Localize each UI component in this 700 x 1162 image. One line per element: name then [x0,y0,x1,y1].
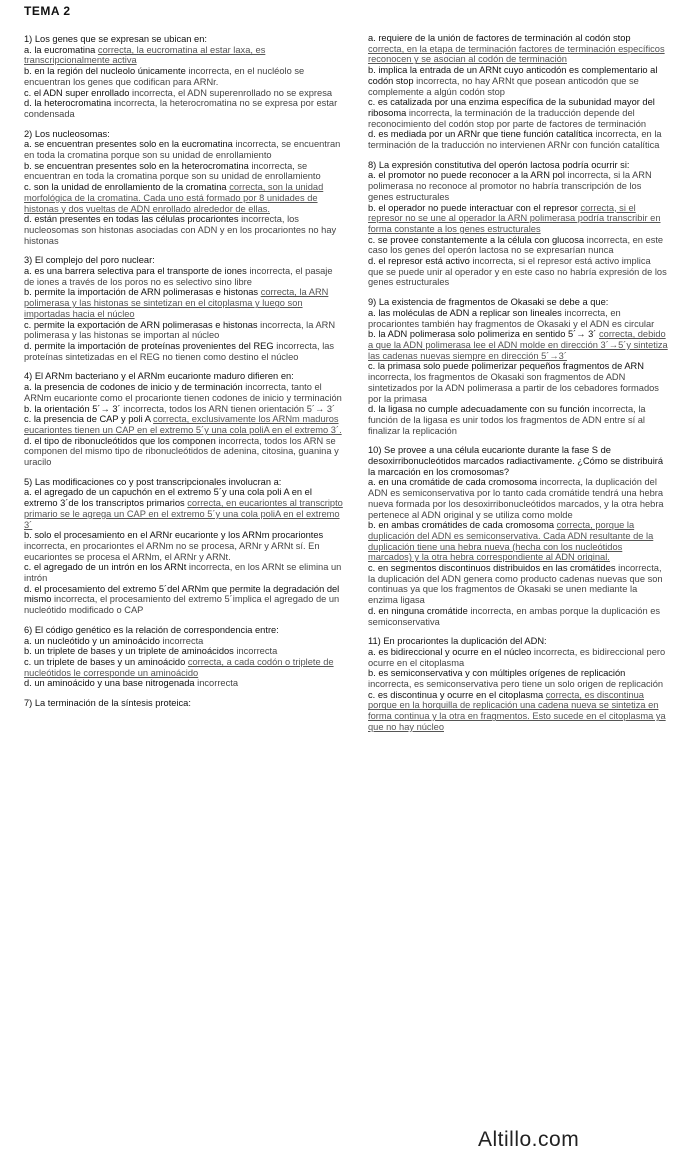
question-text: 7) La terminación de la síntesis proteica: [24,698,191,709]
answer-option [24,487,344,530]
feedback-incorrect: incorrecta, en procariontes el ARNm no se procesa, ARNr y ARNt sí. En eucariontes se procesa el ARNm, el ARNr y ARNt. [24,540,320,562]
feedback-incorrect: incorrecta, en los ARNt se elimina un intrón [24,562,342,584]
option-text: d. están presentes en todas las células procariontes [24,214,239,225]
option-text: c. el agregado de un intrón en los ARNt [24,562,187,573]
question [368,33,668,151]
option-text: c. es catalizada por una enzima específica de la subunidad mayor del ribosoma [368,97,655,118]
feedback-incorrect: incorrecta, la terminación de la traducción depende del reconocimiento del codón stop por parte de factores de terminación [368,107,647,129]
question [24,371,344,467]
feedback-incorrect: incorrecta, todos los ARN se componen del mismo tipo de ribonucleótidos de adenina, citosina, guanina y uracilo [24,435,339,468]
answer-option [24,404,344,415]
answer-option [24,161,344,182]
option-text: c. la presencia de CAP y poli A [24,414,151,425]
option-text: a. requiere de la unión de factores de terminación al codón stop [368,33,631,43]
answer-option [368,235,668,256]
option-text: c. son la unidad de enrollamiento de la cromatina [24,182,227,193]
right-column [368,33,668,742]
answer-option [24,414,344,435]
option-text: d. permite la importación de proteínas provenientes del REG [24,340,274,351]
answer-option [368,203,668,235]
answer-option [368,97,668,129]
answer-option [368,170,668,202]
question-text: 10) Se provee a una célula eucarionte durante la fase S de desoxirribonucleótidos marcados radiactivamente. ¿Cómo se distribuirá la marcación en los cromosomas? [368,445,664,477]
option-text: a. la eucromatina [24,44,96,55]
answer-option [24,636,344,647]
feedback-correct: correcta, debido a que la ADN polimerasa lee el ADN molde en dirección 3´→5´y sintetiza las cadenas nuevas siempre en dirección 5´→3´ [368,329,668,361]
feedback-incorrect: incorrecta, los nucleosomas son histonas asociadas con ADN y en los procariontes no hay histonas [24,214,337,246]
question [24,698,344,709]
feedback-incorrect: incorrecta, todos los ARN tienen orientación 5´→ 3´ [123,403,336,414]
feedback-incorrect: incorrecta, la ARN polimerasa y las histonas se importan al núcleo [24,319,336,341]
question-text: 2) Los nucleosomas: [24,128,110,139]
question-text: 6) El código genético es la relación de correspondencia entre: [24,624,279,635]
option-text: c. el ADN super enrollado [24,87,130,98]
feedback-incorrect: incorrecta, se encuentran en toda la cromatina porque son su unidad de enrollamiento [24,139,341,161]
feedback-incorrect: incorrecta, en ambas porque la duplicación es semiconservativa [368,605,661,627]
feedback-correct: correcta, la ARN polimerasa y las histonas se sintetizan en el citoplasma y luego son importadas hacia el núcleo [24,287,329,319]
answer-option [368,404,668,436]
feedback-incorrect: incorrecta, las proteínas sintetizadas en el REG no tienen como destino el núcleo [24,340,335,362]
option-text: b. es semiconservativa y con múltiples orígenes de replicación [368,668,626,679]
answer-option [368,477,668,520]
answer-option [24,45,344,66]
answer-option [24,139,344,160]
feedback-incorrect: incorrecta, la función de la ligasa es unir todos los fragmentos de ADN entre sí al finalizar la replicación [368,404,646,436]
feedback-incorrect: incorrecta, en procariontes también hay fragmentos de Okasaki y el ADN es circular [368,307,655,329]
left-column [24,34,344,718]
option-text: d. la ligasa no cumple adecuadamente con su función [368,404,590,415]
option-text: b. la ADN polimerasa solo polimeriza en sentido 5´→ 3´ [368,329,597,340]
feedback-incorrect: incorrecta [162,635,204,646]
feedback-correct: correcta, porque la duplicación del ADN es semiconservativa. Cada ADN resultante de la duplicación tiene una hebra nueva (hecha con los nucleótidos marcados) y la otra hebra correspondiente al ADN original. [368,520,654,563]
answer-option [368,520,668,563]
option-text: b. un triplete de bases y un triplete de aminoácidos [24,646,234,657]
answer-option [368,329,668,361]
option-text: a. es una barrera selectiva para el transporte de iones [24,266,247,277]
feedback-correct: correcta, en eucariontes al transcripto primario se le agrega un CAP en el extremo 5´y una cola poliA en el extremo 3´ [24,498,343,530]
question-text: 8) La expresión constitutiva del operón lactosa podría ocurrir si: [368,159,630,170]
option-text: c. la primasa solo puede polimerizar pequeños fragmentos de ARN [368,361,644,372]
feedback-incorrect: incorrecta, la heterocromatina no se expresa por estar condensada [24,98,338,119]
answer-option [24,182,344,214]
answer-option [24,341,344,362]
answer-option [24,657,344,678]
answer-option [24,646,344,657]
option-text: d. es mediada por un ARNr que tiene función catalítica [368,129,593,140]
question [24,34,344,120]
answer-option [368,690,668,733]
feedback-correct: correcta, exclusivamente los ARNm maduros eucariontes tienen un CAP en el extremo 5´y una cola poliA en el extremo 3´. [24,414,342,435]
feedback-correct: correcta, son la unidad morfológica de la cromatina. Cada uno está formado por 8 unidades de histonas y dos vueltas de ADN enrollado alrededor de ellas. [24,182,324,214]
feedback-incorrect: incorrecta, el ADN superenrollado no se expresa [132,87,333,98]
feedback-incorrect: incorrecta, en este caso los genes del operón lactosa no se expresarían nunca [368,234,664,256]
feedback-incorrect: incorrecta, el pasaje de iones a través de los poros no es selectivo sino libre [24,266,333,287]
answer-option [368,256,668,288]
feedback-incorrect: incorrecta, no hay ARNt que posean anticodón que se complemente a algún codón stop [368,75,639,97]
option-text: d. el tipo de ribonucleótidos que los componen [24,435,216,446]
question [24,477,344,616]
option-text: c. un triplete de bases y un aminoácido [24,656,186,667]
answer-option [24,287,344,319]
question [368,636,668,732]
answer-option [24,382,344,403]
answer-option [368,563,668,606]
option-text: d. el represor está activo [368,256,470,267]
option-text: b. solo el procesamiento en el ARNr eucarionte y los ARNm procariontes [24,530,324,541]
option-text: a. se encuentran presentes solo en la eucromatina [24,139,233,150]
feedback-incorrect: incorrecta, en la terminación de la traducción no intervienen ARNr con función catalítica [368,129,662,151]
answer-option [368,33,668,65]
option-text: a. es bidireccional y ocurre en el núcleo [368,646,532,657]
feedback-incorrect: incorrecta [236,646,278,657]
option-text: d. el procesamiento del extremo 5´del ARNm que permite la degradación del mismo [24,583,340,605]
feedback-incorrect: incorrecta, la duplicación del ADN genera como producto cadenas nuevas que son continuas ya que los fragmentos de Okasaki se unen mediante la enzima ligasa [368,563,663,606]
question-text: 11) En procariontes la duplicación del ADN: [368,636,547,647]
answer-option [24,88,344,99]
feedback-incorrect: incorrecta, tanto el ARNm eucarionte como el procarionte tienen codones de inicio y terminación [24,382,342,403]
option-text: b. el operador no puede interactuar con el represor [368,202,578,213]
option-text: c. es discontinua y ocurre en el citoplasma [368,689,544,700]
option-text: a. en una cromátide de cada cromosoma [368,477,537,488]
feedback-correct: correcta, en la etapa de terminación factores de terminación específicos reconocen y se asocian al codón de terminación [368,43,665,65]
answer-option [368,65,668,97]
feedback-incorrect: incorrecta, en el nucléolo se encuentran los genes que codifican para ARNr. [24,66,305,87]
question [368,297,668,436]
question [368,160,668,288]
answer-option [24,320,344,341]
option-text: b. se encuentran presentes solo en la heterocromatina [24,160,249,171]
answer-option [24,436,344,468]
feedback-incorrect: incorrecta, la duplicación del ADN es semiconservativa por lo tanto cada cromátide tendrá una hebra nueva formada por los desoxirribonucleótidos marcados, y la otra hebra pertenece al ADN original y se utiliza como molde [368,477,664,520]
question [24,129,344,247]
option-text: c. permite la exportación de ARN polimerasas e histonas [24,319,258,330]
option-text: b. en la región del nucleolo únicamente [24,66,186,77]
option-text: a. un nucleótido y un aminoácido [24,635,160,646]
feedback-correct: correcta, es discontinua porque en la horquilla de replicación una cadena nueva se sintetiza en forma continua y la otra en fragmentos. Esto sucede en el citoplasma ya que no hay núcleo [368,689,666,732]
answer-option [24,562,344,583]
answer-option [24,678,344,689]
option-text: a. el agregado de un capuchón en el extremo 5´y una cola poli A en el extremo 3´de los transcriptos primarios [24,487,312,509]
option-text: b. permite la importación de ARN polimerasas e histonas [24,287,259,298]
page-title: TEMA 2 [24,4,71,18]
feedback-incorrect: incorrecta, si la ARN polimerasa no reconoce al promotor no habría transcripción de los genes estructurales [368,170,652,202]
feedback-incorrect: incorrecta [197,678,238,689]
question [24,255,344,362]
option-text: b. en ambas cromátides de cada cromosoma [368,520,555,531]
option-text: d. en ninguna cromátide [368,605,468,616]
site-watermark: Altillo.com [478,1128,580,1151]
answer-option [368,668,668,689]
option-text: b. implica la entrada de un ARNt cuyo anticodón es complementario al codón stop [368,65,658,86]
question-text: 4) El ARNm bacteriano y el ARNm eucarionte maduro difieren en: [24,371,294,382]
feedback-incorrect: incorrecta, se encuentran en toda la cromatina porque son su unidad de enrollamiento [24,160,321,182]
answer-option [24,266,344,287]
answer-option [368,606,668,627]
option-text: d. la heterocromatina [24,98,112,109]
question-text: 3) El complejo del poro nuclear: [24,255,155,266]
feedback-incorrect: incorrecta, los fragmentos de Okasaki son fragmentos de ADN sintetizados por la ADN polimerasa a partir de los cebadores formados por la primasa [368,372,659,404]
answer-option [368,129,668,150]
option-text: a. la presencia de codones de inicio y de terminación [24,382,243,393]
feedback-incorrect: incorrecta, es semiconservativa pero tiene un solo origen de replicación [368,679,664,690]
question-text: 1) Los genes que se expresan se ubican en: [24,34,207,44]
answer-option [24,214,344,246]
feedback-correct: correcta, a cada codón o triplete de nucleótidos le corresponde un aminoácido [24,656,334,678]
feedback-correct: correcta, la eucromatina al estar laxa, es transcripcionalmente activa [24,44,266,66]
option-text: a. el promotor no puede reconocer a la ARN pol [368,170,565,181]
feedback-incorrect: incorrecta, es bidireccional pero ocurre en el citoplasma [368,646,666,668]
question-text: 9) La existencia de fragmentos de Okasaki se debe a que: [368,297,609,308]
answer-option [24,530,344,562]
option-text: c. en segmentos discontinuos distribuidos en las cromátides [368,563,616,574]
option-text: a. las moléculas de ADN a replicar son lineales [368,307,562,318]
answer-option [24,98,344,119]
feedback-incorrect: incorrecta, si el represor está activo implica que se puede unir al operador y en este caso no habría expresión de los genes estructurales [368,256,667,288]
answer-option [24,584,344,616]
question [368,445,668,627]
question-text: 5) Las modificaciones co y post transcripcionales involucran a: [24,476,282,487]
option-text: c. se provee constantemente a la célula con glucosa [368,234,585,245]
option-text: d. un aminoácido y una base nitrogenada [24,678,195,689]
feedback-incorrect: incorrecta, el procesamiento del extremo 5´implica el agregado de un nucleótido modificado o CAP [24,594,340,616]
question [24,625,344,689]
answer-option [368,308,668,329]
answer-option [368,647,668,668]
option-text: b. la orientación 5´→ 3´ [24,403,121,414]
answer-option [368,361,668,404]
feedback-correct: correcta, si el represor no se une al operador la ARN polimerasa podría transcribir en forma constante a los genes estructurales [368,202,661,234]
answer-option [24,66,344,87]
